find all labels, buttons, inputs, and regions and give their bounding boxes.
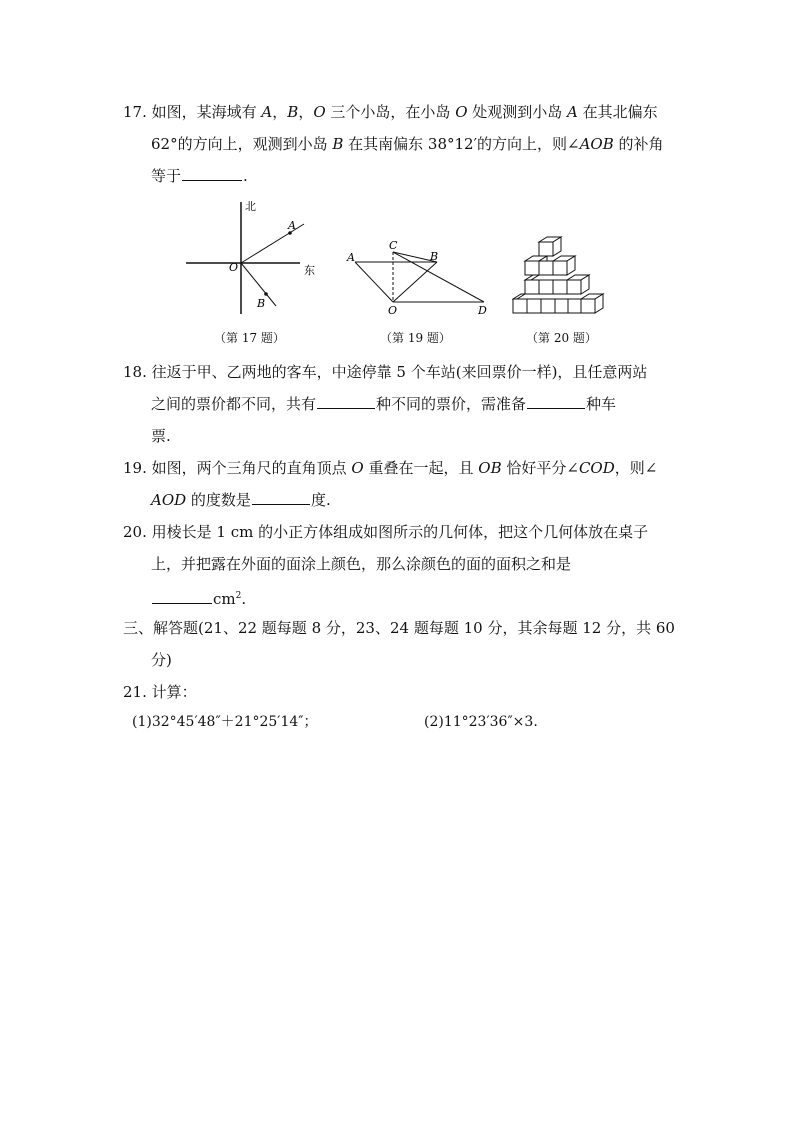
cube (539, 237, 561, 256)
text: 处观测到小岛 (467, 103, 568, 121)
text: 如图，两个三角尺的直角顶点 (151, 459, 352, 477)
cube-stack (513, 237, 603, 313)
text: 三个小岛，在小岛 (325, 103, 456, 121)
point-label: O (455, 103, 468, 121)
section-heading: 分) (151, 651, 172, 669)
cube (555, 299, 568, 313)
segment-ao (355, 262, 393, 302)
text: 种不同的票价，需准备 (376, 395, 527, 413)
text: 62°的方向上，观测到小岛 (151, 135, 333, 153)
point-b (264, 292, 268, 296)
point-label: B (332, 135, 344, 153)
text: 计算： (151, 683, 197, 701)
cube (581, 294, 603, 313)
q18-line3 (151, 425, 171, 447)
label-b: B (257, 297, 266, 310)
segment-cd (393, 252, 484, 302)
cube (553, 256, 575, 275)
section-heading: 三、解答题(21、22 题每题 8 分，23、24 题每题 10 分，其余每题 12 分，共 60 (123, 619, 675, 637)
cube (553, 280, 567, 294)
cube (539, 280, 553, 294)
unit-exponent: 2 (235, 591, 242, 601)
figure-19-caption: （第 19 题） (380, 331, 451, 345)
sub-question: (1)32°45′48″＋21°25′14″； (132, 714, 318, 730)
answer-blank[interactable] (252, 489, 310, 505)
cube (539, 261, 553, 275)
q20-line3 (151, 585, 246, 610)
answer-blank[interactable] (317, 393, 375, 409)
angle-label: AOB (579, 135, 614, 153)
text: 在其南偏东 38°12′的方向上，则∠ (343, 135, 580, 153)
answer-blank[interactable] (152, 588, 212, 604)
text: 重叠在一起，且 (363, 459, 479, 477)
q17-line2 (151, 133, 664, 155)
q20-line2 (151, 553, 571, 575)
figure-17-caption: （第 17 题） (214, 331, 285, 345)
text: 用棱长是 1 cm 的小正方体组成如图所示的几何体，把这个几何体放在桌子 (151, 523, 649, 541)
sub-question: (2)11°23′36″×3. (424, 714, 538, 730)
text: 在其北偏东 (577, 103, 658, 121)
q18-line1 (123, 361, 647, 383)
question-number: 17. (123, 103, 147, 121)
text: 种车 (586, 395, 617, 413)
segment-ob (393, 262, 437, 302)
point-label: B (287, 103, 299, 121)
label-o: O (229, 261, 239, 274)
cube (525, 275, 539, 294)
cube (513, 294, 527, 313)
label-d: D (478, 304, 487, 317)
section3-heading-line2 (151, 649, 172, 671)
label-b: B (430, 250, 439, 263)
text: 的度数是 (186, 491, 251, 509)
point-label: A (261, 103, 273, 121)
text: . (241, 590, 247, 608)
text: ，则∠ (614, 459, 658, 477)
figure-19 (342, 240, 492, 320)
q21-line1 (123, 681, 197, 703)
text: 票. (151, 427, 171, 445)
label-o: O (388, 304, 398, 317)
figure-20-caption: （第 20 题） (526, 331, 597, 345)
text: 上，并把露在外面的面涂上颜色，那么涂颜色的面的面积之和是 (151, 555, 572, 573)
q19-line2 (151, 489, 331, 511)
label-a: A (347, 251, 355, 264)
text: 度. (310, 491, 331, 509)
label-a: A (288, 219, 296, 232)
text: 恰好平分∠ (501, 459, 579, 477)
text: 如图，某海域有 (151, 103, 262, 121)
q21-part1 (132, 711, 318, 733)
answer-blank[interactable] (527, 393, 585, 409)
unit: cm (213, 590, 236, 608)
text: 之间的票价都不同，共有 (151, 395, 317, 413)
point-label: O (313, 103, 326, 121)
figure-17 (180, 196, 320, 320)
answer-blank[interactable] (182, 165, 242, 181)
question-number: 20. (123, 523, 147, 541)
north-label: 北 (245, 200, 256, 213)
angle-label: AOD (151, 491, 187, 509)
question-number: 18. (123, 363, 147, 381)
segment-label: OB (478, 459, 502, 477)
q19-line1 (123, 457, 657, 479)
question-number: 21. (123, 683, 147, 701)
q18-line2 (151, 393, 616, 415)
cube (527, 299, 541, 313)
cube (568, 299, 581, 313)
q17-line1 (123, 101, 658, 123)
text: ， (272, 103, 288, 121)
east-label: 东 (304, 264, 315, 277)
figure-20 (512, 236, 607, 318)
text: . (243, 167, 248, 185)
label-c: C (389, 240, 398, 252)
question-number: 19. (123, 459, 147, 477)
cube (567, 275, 589, 294)
point-label: A (567, 103, 578, 121)
text: 等于 (151, 167, 182, 185)
text: 往返于甲、乙两地的客车，中途停靠 5 个车站(来回票价一样)，且任意两站 (151, 363, 648, 381)
text: ， (298, 103, 314, 121)
text: 的补角 (613, 135, 664, 153)
q17-line3 (151, 165, 248, 187)
section3-heading-line1 (123, 617, 675, 639)
angle-label: COD (578, 459, 615, 477)
cube (541, 299, 555, 313)
point-label: O (351, 459, 364, 477)
q21-part2 (424, 711, 538, 733)
q20-line1 (123, 521, 648, 543)
